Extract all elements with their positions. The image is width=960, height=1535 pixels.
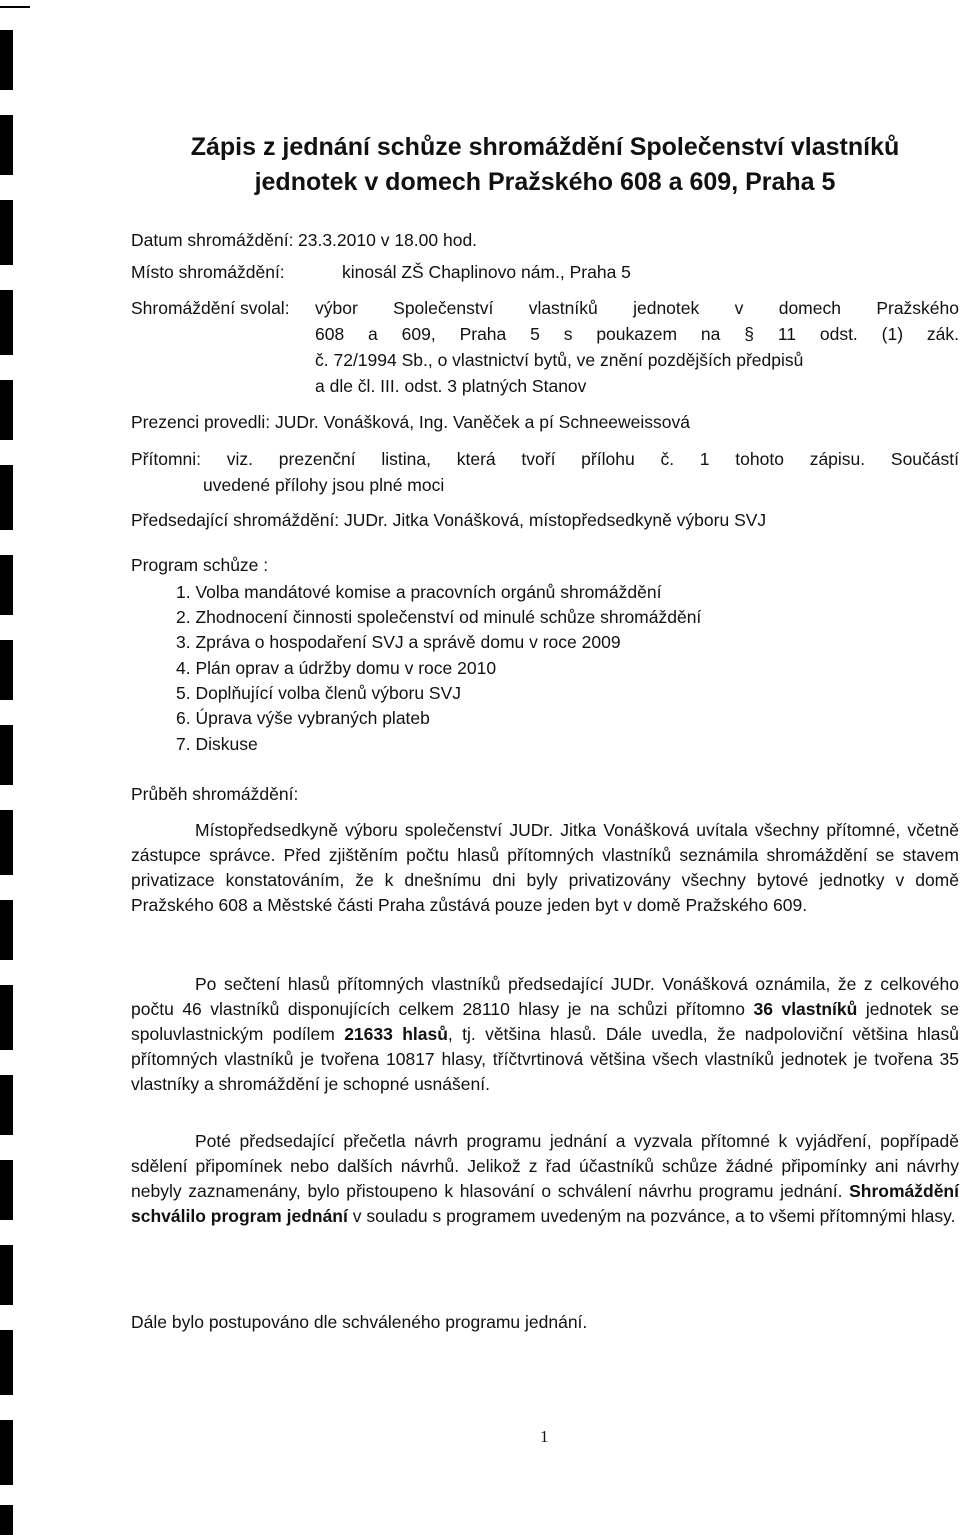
- convened-by-label: Shromáždění svolal:: [131, 298, 290, 318]
- attendance-recorded-by: Prezenci provedli: JUDr. Vonášková, Ing. Vaněček a pí Schneeweissová: [131, 412, 691, 432]
- list-item: 6. Úprava výše vybraných plateb: [176, 708, 430, 728]
- proceedings-paragraph-4: Dále bylo postupováno dle schváleného programu jednání.: [131, 1312, 588, 1332]
- meeting-place-value: kinosál ZŠ Chaplinovo nám., Praha 5: [342, 262, 631, 282]
- list-item: 5. Doplňující volba členů výboru SVJ: [176, 683, 462, 703]
- proceedings-paragraph-1: Místopředsedkyně výboru společenství JUDr. Jitka Vonášková uvítala všechny přítomné, včetně zástupce správce. Před zjištěním počtu hlasů přítomných vlastníků seznámila shromáždění se stavem privatizace konstatováním, že k dnešnímu dni byly privatizovány všechny bytové jednotky v domě Pražského 608 a Městské části Praha zůstává pouze jeden byt v domě Pražského 609.: [131, 820, 959, 915]
- proceedings-paragraph-2: Po sečtení hlasů přítomných vlastníků předsedající JUDr. Vonášková oznámila, že z celkového počtu 46 vlastníků disponujících celkem 28110 hlasy je na schůzi přítomno 36 vlastníků jednotek se spoluvlastnickým podílem 21633 hlasů, tj. většina hlasů. Dále uvedla, že nadpoloviční většina hlasů přítomných vlastníků je tvořena 10817 hlasy, tříčtvrtinová většina všech vlastníků jednotek je tvořena 35 vlastníky a shromáždění je schopné usnášení.: [131, 974, 960, 1094]
- program-approved-statement: Shromáždění schválilo program jednání: [131, 1181, 959, 1226]
- present-line-2: uvedené přílohy jsou plné moci: [203, 475, 445, 495]
- list-item: 3. Zpráva o hospodaření SVJ a správě domu v roce 2009: [176, 632, 621, 652]
- list-item: 7. Diskuse: [176, 734, 258, 754]
- document-title-line-1: Zápis z jednání schůze shromáždění Společenství vlastníků: [190, 133, 900, 161]
- owners-present-count: 36 vlastníků: [753, 999, 858, 1019]
- document-title-line-2: jednotek v domech Pražského 608 a 609, Praha 5: [254, 168, 836, 196]
- meeting-place-label: Místo shromáždění:: [131, 262, 285, 282]
- list-item: 2. Zhodnocení činnosti společenství od minulé schůze shromáždění: [176, 607, 702, 627]
- meeting-date-value: 23.3.2010 v 18.00 hod.: [298, 230, 478, 250]
- convened-by-line-3: č. 72/1994 Sb., o vlastnictví bytů, ve znění pozdějších předpisů: [315, 350, 804, 370]
- proceedings-paragraph-3: Poté předsedající přečetla návrh programu jednání a vyzvala přítomné k vyjádření, popřípadě sdělení připomínek nebo dalších návrhů. Jelikož z řad účastníků schůze žádné připomínky ani návrhy nebyly zaznamenány, bylo přistoupeno k hlasování o schválení návrhu programu jednání. Shromáždění schválilo program jednání v souladu s programem uvedeným na pozvánce, a to všemi přítomnými hlasy.: [131, 1131, 959, 1226]
- meeting-date-label: Datum shromáždění:: [131, 230, 294, 250]
- list-item: 4. Plán oprav a údržby domu v roce 2010: [176, 658, 497, 678]
- page-number: 1: [540, 1427, 549, 1446]
- convened-by-line-4: a dle čl. III. odst. 3 platných Stanov: [315, 376, 587, 396]
- present-line-1: Přítomni: viz. prezenční listina, která tvoří přílohu č. 1 tohoto zápisu. Součástí: [131, 449, 959, 469]
- chairperson-line: Předsedající shromáždění: JUDr. Jitka Vonášková, místopředsedkyně výboru SVJ: [131, 510, 767, 530]
- proceedings-heading: Průběh shromáždění:: [131, 784, 299, 804]
- votes-present-count: 21633 hlasů: [344, 1024, 448, 1044]
- convened-by-line-1: výbor Společenství vlastníků jednotek v domech Pražského: [315, 298, 959, 318]
- list-item: 1. Volba mandátové komise a pracovních orgánů shromáždění: [176, 582, 662, 602]
- program-heading: Program schůze :: [131, 555, 269, 575]
- convened-by-line-2: 608 a 609, Praha 5 s poukazem na § 11 odst. (1) zák.: [315, 324, 959, 344]
